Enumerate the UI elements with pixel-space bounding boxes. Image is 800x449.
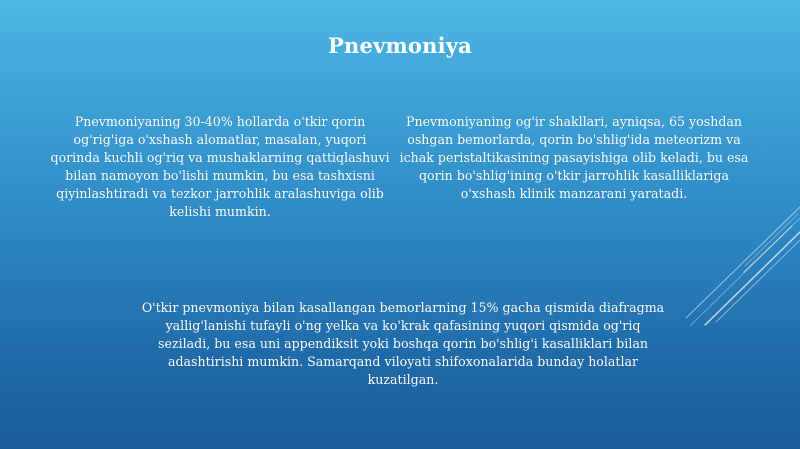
paragraph-right: Pnevmoniyaning og'ir shakllari, ayniqsa, 65 yoshdan oshgan bemorlarda, qorin bo'shlig'ida meteorizm va ichak peristaltikasining pasayishiga olib keladi, bu esa qorin bo'shlig'ining o'tkir jarrohlik kasalliklariga o'xshash klinik manzarani yaratadi. bbox=[399, 114, 749, 201]
paragraph-bottom: O'tkir pnevmoniya bilan kasallangan bemorlarning 15% gacha qismida diafragma yallig'lanishi tufayli o'ng yelka va ko'krak qafasining yuqori qismida og'riq seziladi, bu esa uni appendiksit yoki boshqa qorin bo'shlig'i kasalliklari bilan adashtirishi mumkin. Samarqand viloyati shifoxonalarida bunday holatlar kuzatilgan. bbox=[141, 300, 665, 387]
slide-title: Pnevmoniya bbox=[328, 33, 472, 58]
paragraph-left: Pnevmoniyaning 30-40% hollarda o'tkir qorin og'rig'iga o'xshash alomatlar, masalan, yuqori qorinda kuchli og'riq va mushaklarning qattiqlashuvi bilan namoyon bo'lishi mumkin, bu esa tashxisni qiyinlashtiradi va tezkor jarrohlik aralashuviga olib kelishi mumkin. bbox=[50, 114, 390, 219]
